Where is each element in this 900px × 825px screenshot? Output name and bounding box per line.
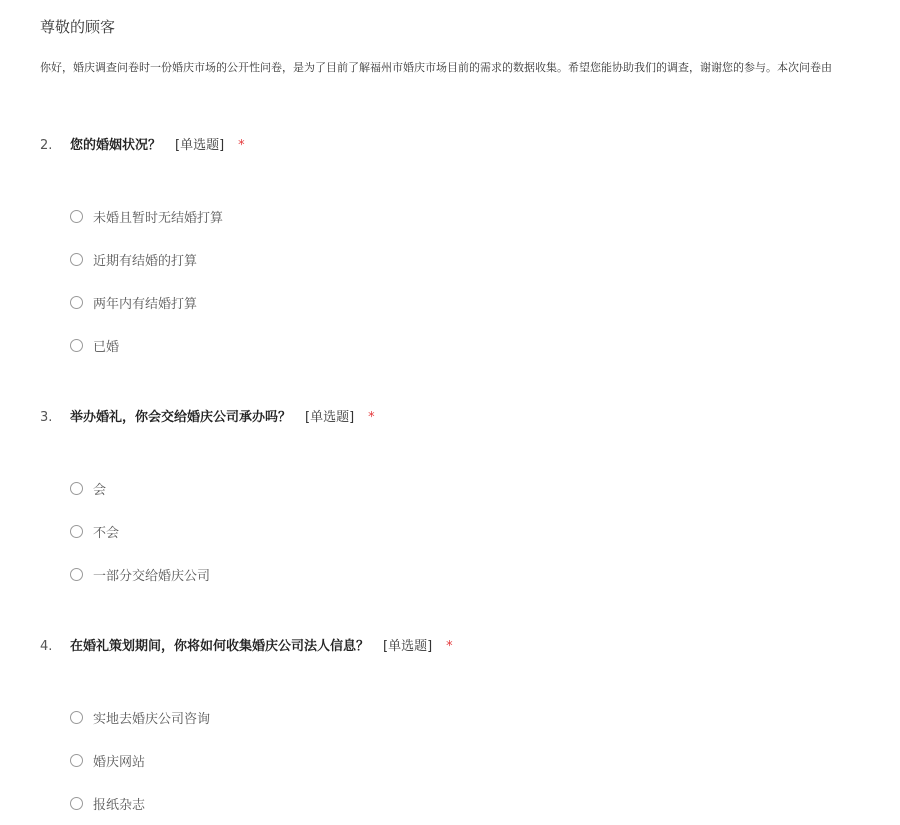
option-label: 不会 bbox=[93, 526, 120, 541]
question-title: 在婚礼策划期间，你将如何收集婚庆公司法人信息？ bbox=[70, 639, 370, 654]
option-visit-company[interactable] bbox=[70, 696, 210, 739]
question-number: 2. bbox=[40, 138, 53, 153]
option-label: 报纸杂志 bbox=[93, 798, 146, 813]
radio-circle-icon[interactable] bbox=[70, 711, 83, 724]
option-plan-two-years[interactable] bbox=[70, 281, 223, 324]
option-yes[interactable] bbox=[70, 467, 210, 510]
radio-circle-icon[interactable] bbox=[70, 568, 83, 581]
question-number: 4. bbox=[40, 639, 53, 654]
question-header bbox=[40, 409, 900, 427]
question-type: [单选题] bbox=[175, 138, 225, 153]
radio-circle-icon[interactable] bbox=[70, 797, 83, 810]
question-title: 您的婚姻状况？ bbox=[70, 138, 162, 153]
options-list bbox=[70, 467, 210, 596]
option-unmarried-no-plan[interactable] bbox=[70, 195, 223, 238]
option-married[interactable] bbox=[70, 324, 223, 367]
question-3 bbox=[40, 409, 900, 584]
option-wedding-website[interactable] bbox=[70, 739, 210, 782]
radio-circle-icon[interactable] bbox=[70, 253, 83, 266]
option-newspaper[interactable] bbox=[70, 782, 210, 825]
option-label: 会 bbox=[93, 483, 107, 498]
option-label: 两年内有结婚打算 bbox=[93, 297, 198, 312]
option-label: 未婚且暂时无结婚打算 bbox=[93, 211, 224, 226]
radio-circle-icon[interactable] bbox=[70, 482, 83, 495]
radio-circle-icon[interactable] bbox=[70, 210, 83, 223]
option-partial[interactable] bbox=[70, 553, 210, 596]
required-marker: * bbox=[368, 410, 375, 425]
question-header bbox=[40, 137, 900, 155]
question-number: 3. bbox=[40, 410, 53, 425]
option-label: 已婚 bbox=[93, 340, 120, 355]
option-label: 近期有结婚的打算 bbox=[93, 254, 198, 269]
option-label: 婚庆网站 bbox=[93, 755, 146, 770]
option-plan-soon[interactable] bbox=[70, 238, 223, 281]
options-list bbox=[70, 696, 210, 825]
question-title: 举办婚礼，你会交给婚庆公司承办吗？ bbox=[70, 410, 292, 425]
required-marker: * bbox=[446, 639, 453, 654]
question-2 bbox=[40, 137, 900, 355]
option-label: 一部分交给婚庆公司 bbox=[93, 569, 211, 584]
question-header bbox=[40, 638, 900, 656]
question-type: [单选题] bbox=[383, 639, 433, 654]
question-4 bbox=[40, 638, 900, 813]
option-label: 实地去婚庆公司咨询 bbox=[93, 712, 211, 727]
option-no[interactable] bbox=[70, 510, 210, 553]
radio-circle-icon[interactable] bbox=[70, 525, 83, 538]
question-type: [单选题] bbox=[305, 410, 355, 425]
intro-text: 你好，婚庆调查问卷时一份婚庆市场的公开性问卷，是为了目前了解福州市婚庆市场目前的需求的数据收集。希望您能协助我们的调查，谢谢您的参与。本次问卷由 bbox=[40, 61, 832, 74]
radio-circle-icon[interactable] bbox=[70, 339, 83, 352]
radio-circle-icon[interactable] bbox=[70, 754, 83, 767]
options-list bbox=[70, 195, 223, 367]
greeting-heading: 尊敬的顾客 bbox=[40, 18, 116, 36]
radio-circle-icon[interactable] bbox=[70, 296, 83, 309]
required-marker: * bbox=[238, 138, 245, 153]
